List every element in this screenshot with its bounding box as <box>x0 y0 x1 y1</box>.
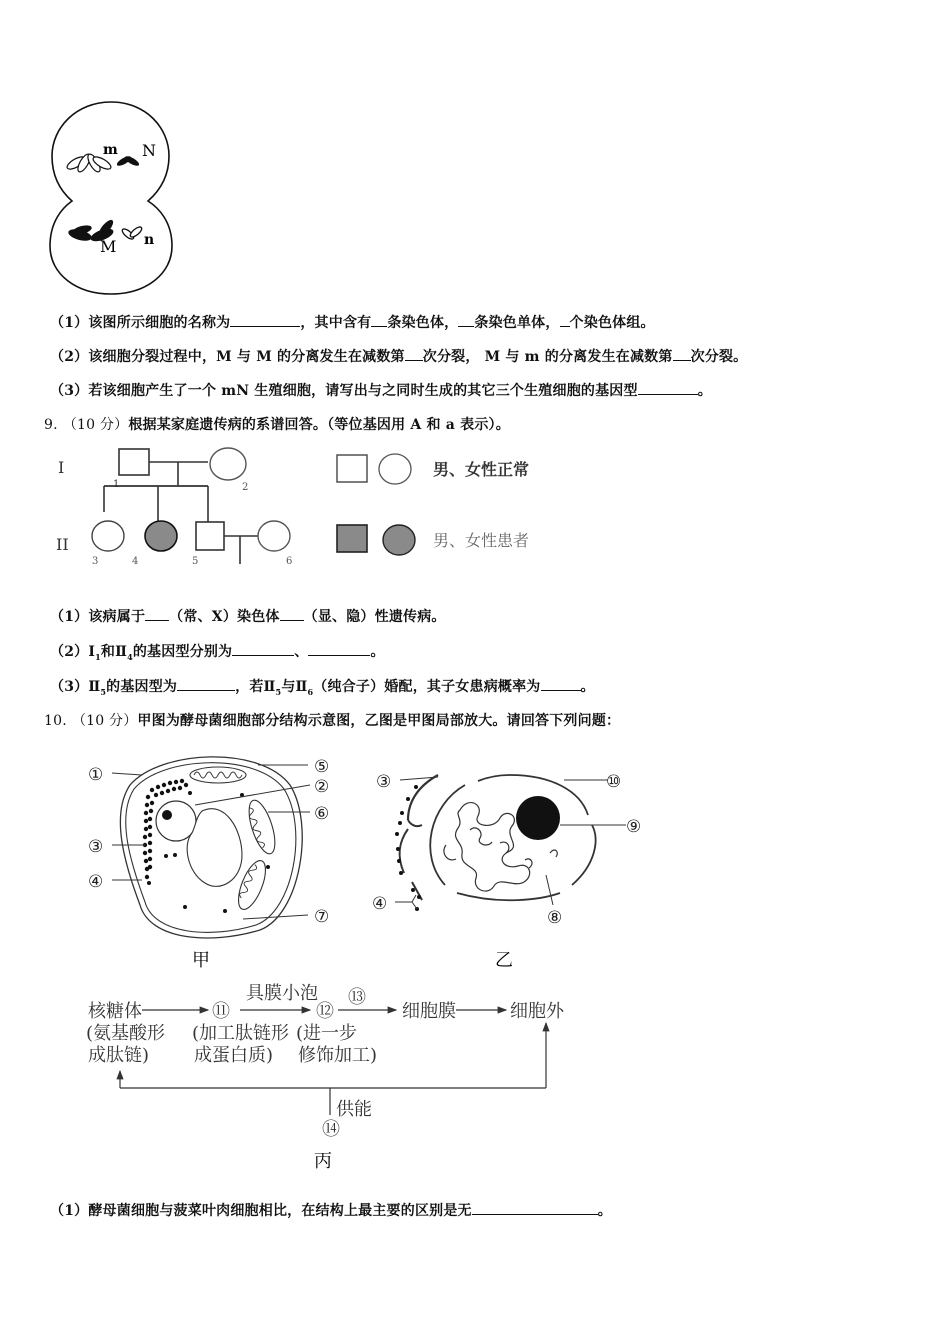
q9-item-3 <box>50 676 595 697</box>
pedigree-legend <box>337 454 529 555</box>
text: 次分裂。 <box>690 349 748 365</box>
text: 该病属于 <box>88 609 146 625</box>
text: 次分裂， M 与 m 的分离发生在减数第 <box>422 349 673 365</box>
q9-item-1 <box>50 606 446 626</box>
svg-text:男、女性正常: 男、女性正常 <box>433 460 530 479</box>
item-number: （3） <box>50 679 89 695</box>
text: 条染色单体， <box>474 315 560 331</box>
subscript: 5 <box>275 686 282 697</box>
svg-text:II: II <box>56 535 69 554</box>
svg-text:供能: 供能 <box>336 1099 372 1120</box>
individual-II3 <box>92 521 124 551</box>
q8-item-3 <box>50 380 712 400</box>
svg-text:成肽链): 成肽链) <box>88 1045 150 1066</box>
subscript: 4 <box>127 651 133 662</box>
q8-item-1 <box>50 312 655 332</box>
svg-text:3: 3 <box>92 556 99 567</box>
nucleus-figure-yi <box>350 745 660 975</box>
q10-item-1 <box>50 1200 612 1220</box>
answer-blank[interactable] <box>560 314 570 327</box>
svg-text:⑩: ⑩ <box>606 772 622 792</box>
answer-blank[interactable] <box>541 678 581 691</box>
svg-text:⑭: ⑭ <box>322 1119 340 1140</box>
svg-text:具膜小泡: 具膜小泡 <box>246 983 318 1004</box>
subscript: 1 <box>95 651 101 662</box>
text: （显、隐）性遗传病。 <box>303 609 446 625</box>
answer-blank[interactable] <box>673 348 691 361</box>
text: 条染色体， <box>387 315 459 331</box>
q10-stem <box>44 710 620 730</box>
question-number: 10. <box>44 713 67 729</box>
answer-blank[interactable] <box>232 643 294 656</box>
svg-text:②: ② <box>314 777 330 797</box>
text: （常、X）染色体 <box>169 609 280 625</box>
text: 。 <box>697 383 712 399</box>
individual-I2 <box>210 448 246 480</box>
svg-text:(进一步: (进一步 <box>296 1023 358 1044</box>
text: 该图所示细胞的名称为 <box>88 315 231 331</box>
svg-text:修饰加工): 修饰加工) <box>298 1045 378 1066</box>
answer-blank[interactable] <box>638 382 698 395</box>
text: 、 <box>294 644 309 660</box>
svg-text:6: 6 <box>286 556 293 567</box>
svg-text:④: ④ <box>88 872 104 892</box>
text: ，其中含有 <box>300 315 372 331</box>
svg-text:成蛋白质): 成蛋白质) <box>194 1045 274 1066</box>
answer-blank[interactable] <box>405 348 423 361</box>
svg-text:I: I <box>58 458 65 477</box>
item-number: （1） <box>50 609 89 625</box>
individual-I1 <box>119 449 149 475</box>
answer-blank[interactable] <box>177 678 235 691</box>
text: Ⅱ <box>88 679 101 695</box>
svg-text:④: ④ <box>372 894 388 914</box>
text: 个染色体组。 <box>569 315 655 331</box>
svg-text:5: 5 <box>192 556 199 567</box>
svg-text:⑪: ⑪ <box>212 1001 230 1022</box>
chromosome-n <box>121 225 144 241</box>
svg-text:⑨: ⑨ <box>626 817 642 837</box>
item-number: （3） <box>50 383 89 399</box>
item-number: （2） <box>50 644 89 660</box>
secretion-flow-figure-bing <box>70 975 670 1175</box>
text: 酵母菌细胞与菠菜叶肉细胞相比，在结构上最主要的区别是无 <box>88 1203 472 1219</box>
svg-text:核糖体: 核糖体 <box>88 1001 142 1022</box>
q9-item-2 <box>50 641 385 662</box>
text: 。 <box>597 1203 612 1219</box>
q8-item-2 <box>50 346 747 366</box>
text: 与Ⅱ <box>281 679 308 695</box>
answer-blank[interactable] <box>371 314 387 327</box>
subscript: 6 <box>307 686 314 697</box>
individual-II5 <box>196 522 224 550</box>
yeast-cell-figure-jia <box>70 745 370 975</box>
svg-text:⑦: ⑦ <box>314 907 330 927</box>
svg-text:(氨基酸形: (氨基酸形 <box>86 1023 166 1044</box>
text: 的基因型为 <box>106 679 178 695</box>
svg-text:2: 2 <box>242 482 249 493</box>
subscript: 5 <box>100 686 107 697</box>
text: 。 <box>370 644 385 660</box>
chromosome-N <box>116 154 141 167</box>
svg-text:男、女性患者: 男、女性患者 <box>433 531 530 550</box>
item-number: （2） <box>50 349 89 365</box>
text: （纯合子）婚配，其子女患病概率为 <box>313 679 541 695</box>
text: ，若Ⅱ <box>235 679 276 695</box>
text: 的基因型分别为 <box>132 644 233 660</box>
question-score: （10 分） <box>71 713 138 729</box>
svg-text:M: M <box>100 237 117 256</box>
svg-text:⑬: ⑬ <box>348 987 366 1008</box>
question-stem: 甲图为酵母菌细胞部分结构示意图，乙图是甲图局部放大。请回答下列问题： <box>137 713 621 729</box>
svg-text:甲: 甲 <box>192 950 210 971</box>
svg-text:细胞外: 细胞外 <box>510 1001 564 1022</box>
svg-text:丙: 丙 <box>314 1151 332 1172</box>
svg-text:n: n <box>144 232 155 248</box>
svg-text:(加工肽链形: (加工肽链形 <box>192 1023 290 1044</box>
question-stem: 根据某家庭遗传病的系谱回答。（等位基因用 A 和 a 表示）。 <box>128 417 510 433</box>
answer-blank[interactable] <box>308 643 370 656</box>
svg-text:4: 4 <box>132 556 139 567</box>
cell-division-figure <box>44 98 179 298</box>
q9-stem <box>44 414 510 434</box>
text: 和Ⅱ <box>100 644 128 660</box>
answer-blank[interactable] <box>472 1202 598 1215</box>
svg-text:⑤: ⑤ <box>314 757 330 777</box>
svg-text:乙: 乙 <box>495 950 513 971</box>
svg-text:N: N <box>142 141 156 160</box>
svg-text:③: ③ <box>376 772 392 792</box>
svg-text:m: m <box>103 142 118 158</box>
svg-text:①: ① <box>88 765 104 785</box>
text: 该细胞分裂过程中，M 与 M 的分离发生在减数第 <box>88 349 405 365</box>
answer-blank[interactable] <box>458 314 474 327</box>
individual-II4 <box>145 521 177 551</box>
answer-blank[interactable] <box>145 608 169 621</box>
individual-II6 <box>258 521 290 551</box>
svg-text:细胞膜: 细胞膜 <box>402 1001 456 1022</box>
pedigree-chart <box>50 440 580 575</box>
answer-blank[interactable] <box>280 608 304 621</box>
text: Ⅰ <box>88 644 96 660</box>
text: 若该细胞产生了一个 mN 生殖细胞，请写出与之同时生成的其它三个生殖细胞的基因型 <box>88 383 638 399</box>
question-number: 9. <box>44 417 58 433</box>
svg-text:⑧: ⑧ <box>547 908 563 928</box>
item-number: （1） <box>50 1203 89 1219</box>
item-number: （1） <box>50 315 89 331</box>
svg-text:1: 1 <box>113 479 120 490</box>
svg-text:③: ③ <box>88 837 104 857</box>
svg-text:⑫: ⑫ <box>316 1001 334 1022</box>
svg-text:⑥: ⑥ <box>314 804 330 824</box>
answer-blank[interactable] <box>230 314 300 327</box>
text: 。 <box>580 679 595 695</box>
question-score: （10 分） <box>62 417 129 433</box>
